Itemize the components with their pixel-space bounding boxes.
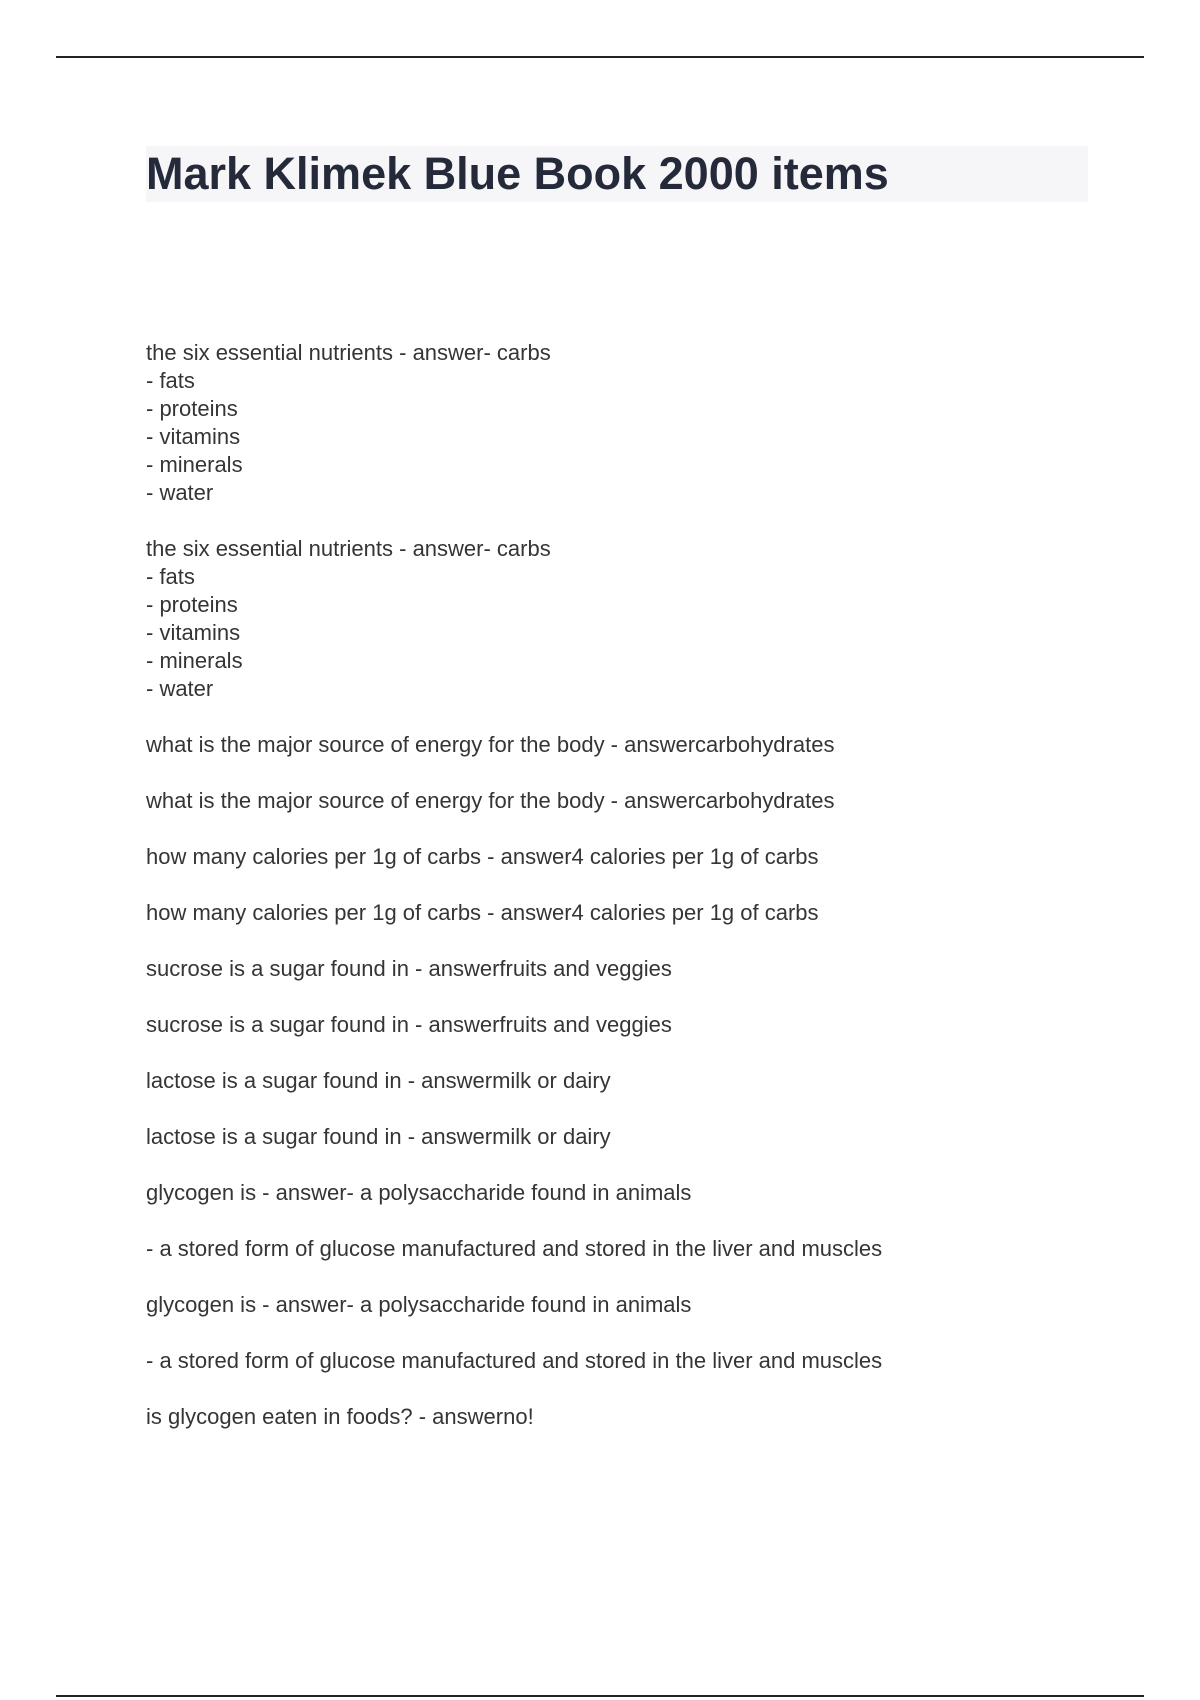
page-title: Mark Klimek Blue Book 2000 items (146, 148, 889, 199)
entry-line: lactose is a sugar found in - answermilk or dairy (146, 1124, 611, 1149)
entry-line: sucrose is a sugar found in - answerfruits and veggies (146, 1012, 672, 1037)
bottom-rule (56, 1695, 1144, 1697)
qa-entry (146, 1179, 1106, 1207)
qa-entry (146, 535, 1106, 703)
entry-line: the six essential nutrients - answer- carbs (146, 536, 551, 561)
entry-line: how many calories per 1g of carbs - answer4 calories per 1g of carbs (146, 844, 819, 869)
top-rule (56, 56, 1144, 58)
entry-line: - a stored form of glucose manufactured and stored in the liver and muscles (146, 1348, 883, 1373)
entry-line: - vitamins (146, 620, 241, 645)
entry-line: - proteins (146, 592, 238, 617)
qa-entry (146, 731, 1106, 759)
qa-entry (146, 1403, 1106, 1431)
entry-line: sucrose is a sugar found in - answerfruits and veggies (146, 956, 672, 981)
qa-content (146, 339, 1106, 1459)
qa-entry (146, 843, 1106, 871)
entry-line: glycogen is - answer- a polysaccharide found in animals (146, 1292, 692, 1317)
entry-line: - water (146, 480, 214, 505)
entry-line: - minerals (146, 452, 243, 477)
entry-line: - proteins (146, 396, 238, 421)
entry-line: lactose is a sugar found in - answermilk or dairy (146, 1068, 611, 1093)
qa-entry (146, 1123, 1106, 1151)
entry-line: - water (146, 676, 214, 701)
entry-line: what is the major source of energy for the body - answercarbohydrates (146, 788, 835, 813)
qa-entry (146, 1347, 1106, 1375)
qa-entry (146, 787, 1106, 815)
qa-entry (146, 955, 1106, 983)
entry-line: how many calories per 1g of carbs - answer4 calories per 1g of carbs (146, 900, 819, 925)
qa-entry (146, 899, 1106, 927)
entry-line: - fats (146, 564, 195, 589)
qa-entry (146, 1291, 1106, 1319)
entry-line: - fats (146, 368, 195, 393)
entry-line: what is the major source of energy for the body - answercarbohydrates (146, 732, 835, 757)
entry-line: glycogen is - answer- a polysaccharide found in animals (146, 1180, 692, 1205)
qa-entry (146, 1235, 1106, 1263)
qa-entry (146, 339, 1106, 507)
qa-entry (146, 1011, 1106, 1039)
qa-entry (146, 1067, 1106, 1095)
entry-line: - minerals (146, 648, 243, 673)
entry-line: the six essential nutrients - answer- carbs (146, 340, 551, 365)
entry-line: is glycogen eaten in foods? - answerno! (146, 1404, 534, 1429)
entry-line: - a stored form of glucose manufactured and stored in the liver and muscles (146, 1236, 883, 1261)
entry-line: - vitamins (146, 424, 241, 449)
